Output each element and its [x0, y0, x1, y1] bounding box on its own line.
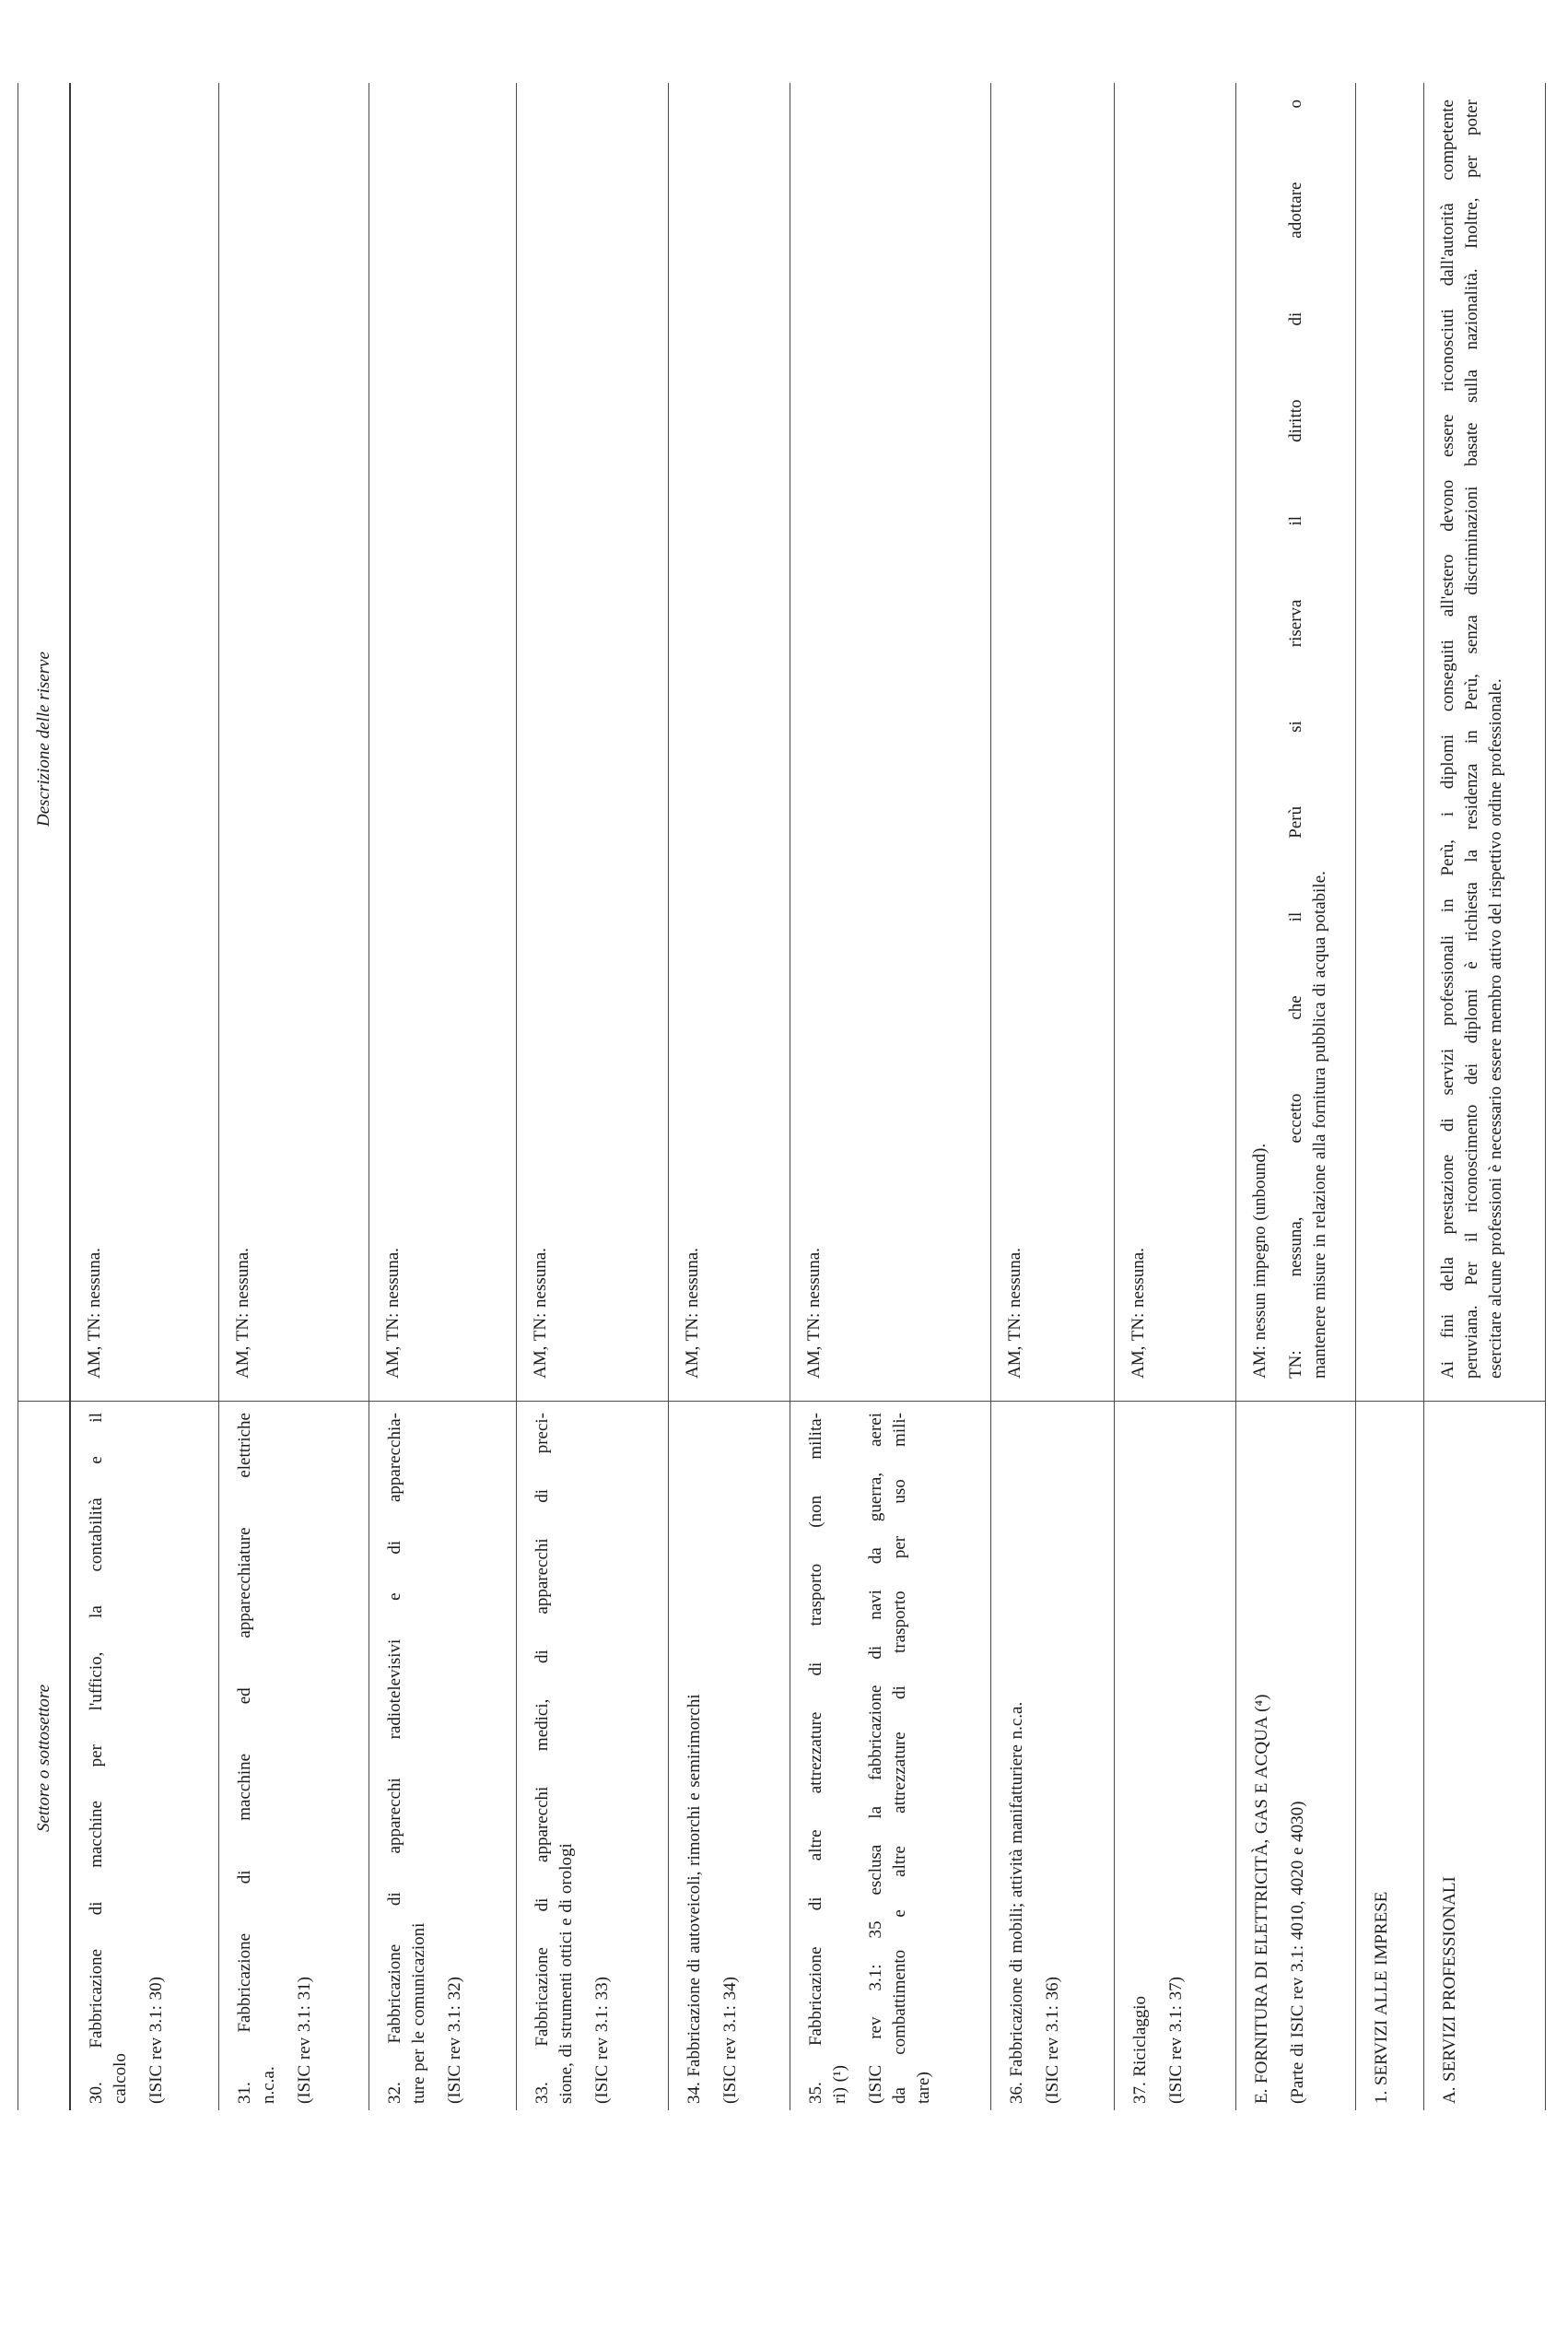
- text-line: 31. Fabbricazione di macchine ed apparecchiature elettriche: [235, 1413, 254, 2104]
- description-cell: [1356, 83, 1423, 1401]
- text-line: AM, TN: nessuna.: [1005, 1248, 1024, 1379]
- text-line: AM, TN: nessuna.: [85, 1248, 104, 1379]
- sector-cell: [369, 1401, 516, 2110]
- text-line: 33. Fabbricazione di apparecchi medici, di apparecchi di preci-: [532, 1413, 552, 2104]
- text-line: ri) (¹): [830, 2065, 849, 2104]
- paragraph: [1248, 100, 1272, 1379]
- sector-cell: [219, 1401, 369, 2110]
- table-row: [369, 83, 516, 2110]
- text-line: ture per le comunicazioni: [409, 1922, 428, 2104]
- text-line: A. SERVIZI PROFESSIONALI: [1440, 1876, 1459, 2104]
- text-line: Ai fini della prestazione di servizi professionali in Perù, i diplomi conseguiti all'estero devono essere riconosciuti dall'autorità competente: [1438, 100, 1457, 1379]
- text-line: 32. Fabbricazione di apparecchi radiotelevisivi e di apparecchia-: [385, 1413, 404, 2104]
- text-line: 36. Fabbricazione di mobili; attività manifatturiere n.c.a.: [1007, 1701, 1026, 2104]
- paragraph: [802, 100, 826, 1379]
- paragraph: [1164, 1413, 1188, 2104]
- paragraph: [85, 1413, 133, 2104]
- paragraph: [1436, 100, 1508, 1379]
- text-line: (ISIC rev 3.1: 33): [592, 1977, 612, 2104]
- description-cell: [669, 83, 790, 1401]
- text-line: AM, TN: nessuna.: [683, 1248, 702, 1379]
- paragraph: [233, 1413, 281, 2104]
- table-row: [790, 83, 990, 2110]
- paragraph: [231, 100, 255, 1379]
- text-line: n.c.a.: [259, 2066, 278, 2104]
- text-line: AM, TN: nessuna.: [531, 1248, 550, 1379]
- paragraph: [443, 1413, 467, 2104]
- text-line: 1. SERVIZI ALLE IMPRESE: [1372, 1891, 1391, 2104]
- text-line: AM: nessun impegno (unbound).: [1250, 1143, 1270, 1379]
- column-header-sector: Settore o sottosettore: [18, 1401, 69, 2110]
- table-body: [69, 83, 1545, 2110]
- text-line: (ISIC rev 3.1: 32): [445, 1977, 464, 2104]
- text-line: (ISIC rev 3.1: 31): [295, 1977, 314, 2104]
- reservations-table: [18, 83, 1546, 2110]
- table-row: [516, 83, 668, 2110]
- sector-cell: [669, 1401, 790, 2110]
- sector-cell: [1236, 1401, 1355, 2110]
- paragraph: [381, 100, 405, 1379]
- paragraph: [864, 1413, 936, 2104]
- sector-cell: [991, 1401, 1114, 2110]
- paragraph: [804, 1413, 852, 2104]
- paragraph: [1005, 1413, 1029, 2104]
- text-line: esercitare alcune professioni è necessario essere membro attivo del rispettivo ordine professionale.: [1486, 678, 1505, 1379]
- table-row: [1114, 83, 1235, 2110]
- text-line: (ISIC rev 3.1: 37): [1166, 1977, 1186, 2104]
- sector-cell: [517, 1401, 668, 2110]
- text-line: AM, TN: nessuna.: [1129, 1248, 1148, 1379]
- table-row: [668, 83, 790, 2110]
- text-line: AM, TN: nessuna.: [233, 1248, 252, 1379]
- text-line: (ISIC rev 3.1: 34): [720, 1977, 740, 2104]
- paragraph: [1438, 1413, 1462, 2104]
- paragraph: [681, 100, 705, 1379]
- paragraph: [1286, 1413, 1310, 2104]
- description-cell: [71, 83, 218, 1401]
- description-cell: [517, 83, 668, 1401]
- paragraph: [293, 1413, 317, 2104]
- description-cell: [219, 83, 369, 1401]
- text-line: AM, TN: nessuna.: [804, 1248, 824, 1379]
- text-line: (Parte di ISIC rev 3.1: 4010, 4020 e 4030): [1288, 1801, 1307, 2104]
- text-line: TN: nessuna, eccetto che il Perù si riserva il diritto di adottare o: [1286, 100, 1305, 1379]
- paragraph: [683, 1413, 707, 2104]
- sector-cell: [790, 1401, 990, 2110]
- table-row: [990, 83, 1114, 2110]
- text-line: E. FORNITURA DI ELETTRICITÀ, GAS E ACQUA (⁴): [1252, 1694, 1271, 2104]
- sector-cell: [1115, 1401, 1235, 2110]
- paragraph: [1127, 100, 1151, 1379]
- sector-cell: [71, 1401, 218, 2110]
- text-line: calcolo: [111, 2053, 130, 2104]
- text-line: 37. Riciclaggio: [1130, 1995, 1150, 2104]
- text-line: peruviana. Per il riconoscimento dei diplomi è richiesta la residenza in Perù, senza discriminazioni basate sulla nazionalità. Inoltre, per poter: [1462, 100, 1481, 1379]
- text-line: 30. Fabbricazione di macchine per l'ufficio, la contabilità e il: [87, 1413, 106, 2104]
- paragraph: [383, 1413, 431, 2104]
- table-row: [218, 83, 369, 2110]
- text-line: sione, di strumenti ottici e di orologi: [556, 1843, 576, 2104]
- description-cell: [1236, 83, 1355, 1401]
- paragraph: [529, 100, 553, 1379]
- text-line: mantenere misure in relazione alla fornitura pubblica di acqua potabile.: [1310, 871, 1329, 1379]
- text-line: AM, TN: nessuna.: [383, 1248, 403, 1379]
- paragraph: [719, 1413, 743, 2104]
- column-header-description: Descrizione delle riserve: [33, 652, 53, 827]
- paragraph: [1129, 1413, 1153, 2104]
- description-cell: [1115, 83, 1235, 1401]
- text-line: da combattimento e altre attrezzature di trasporto per uso mili-: [890, 1413, 909, 2104]
- paragraph: [145, 1413, 169, 2104]
- text-line: tare): [914, 2072, 933, 2104]
- paragraph: [1041, 1413, 1065, 2104]
- paragraph: [1003, 100, 1027, 1379]
- paragraph: [591, 1413, 614, 2104]
- text-line: (ISIC rev 3.1: 30): [146, 1977, 166, 2104]
- description-cell: [369, 83, 516, 1401]
- paragraph: [83, 100, 107, 1379]
- table-row: [69, 83, 218, 2110]
- table-header-row: [18, 83, 69, 2110]
- paragraph: [1284, 100, 1332, 1379]
- table-row: [1235, 83, 1355, 2110]
- text-line: 35. Fabbricazione di altre attrezzature di trasporto (non milita-: [806, 1413, 825, 2104]
- paragraph: [1250, 1413, 1274, 2104]
- description-cell: [1424, 83, 1545, 1401]
- description-cell: [790, 83, 990, 1401]
- description-cell: [991, 83, 1114, 1401]
- table-row: [1355, 83, 1423, 2110]
- text-line: (ISIC rev 3.1: 35 esclusa la fabbricazione di navi da guerra, aerei: [866, 1413, 885, 2104]
- sector-cell: [1356, 1401, 1423, 2110]
- table-row: [1423, 83, 1545, 2110]
- sector-cell: [1424, 1401, 1545, 2110]
- paragraph: [1370, 1413, 1394, 2104]
- paragraph: [531, 1413, 579, 2104]
- text-line: 34. Fabbricazione di autoveicoli, rimorchi e semirimorchi: [685, 1694, 704, 2104]
- text-line: (ISIC rev 3.1: 36): [1043, 1977, 1062, 2104]
